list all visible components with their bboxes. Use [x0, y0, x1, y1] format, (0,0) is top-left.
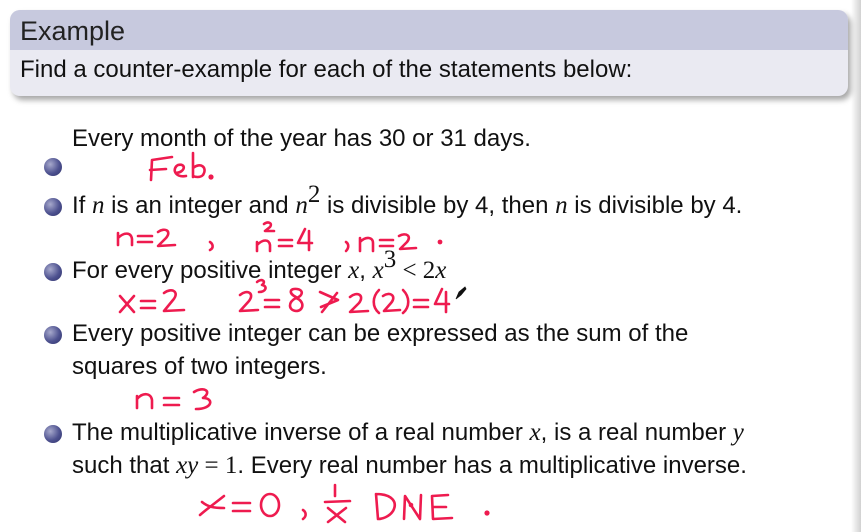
statement-5-part: , is a real number — [540, 419, 733, 446]
statement-4-line-2: squares of two integers. — [72, 353, 327, 380]
math-var-x: x — [372, 257, 384, 284]
statement-3-part: , — [359, 257, 373, 284]
annotation-x-equals-0 — [200, 485, 490, 522]
math-exponent: 2 — [307, 181, 321, 208]
math-var-n: n — [92, 192, 105, 219]
statement-3-part: For every positive integer — [72, 257, 349, 284]
statement-2-part: is an integer and — [104, 192, 296, 219]
statement-5-part: such that — [72, 452, 177, 479]
statement-4-line-1: Every positive integer can be expressed as the sum of the — [72, 320, 689, 347]
math-var-x: x — [348, 257, 360, 284]
pen-cursor-icon — [455, 286, 467, 300]
math-var-n: n — [555, 192, 568, 219]
statement-1-text: Every month of the year has 30 or 31 days. — [72, 125, 531, 152]
annotation-feb — [150, 153, 214, 180]
math-var-x: x — [435, 257, 447, 284]
annotation-x-equals-2 — [120, 280, 449, 313]
statement-2-part: is divisible by 4, then — [320, 192, 556, 219]
annotation-n-equals-2 — [118, 223, 442, 251]
example-prompt: Find a counter-example for each of the statements below: — [20, 56, 633, 83]
math-equation: = 1 — [198, 452, 238, 479]
example-title: Example — [10, 10, 848, 50]
math-var-y: y — [732, 419, 744, 446]
statement-2-part: If — [72, 192, 93, 219]
math-relation: < 2 — [396, 257, 436, 284]
statement-5-part: The multiplicative inverse of a real number — [72, 419, 530, 446]
annotation-n-equals-3 — [137, 389, 210, 409]
math-var-xy: xy — [176, 452, 199, 479]
math-exponent: 3 — [383, 246, 397, 273]
statement-5-part: . Every real number has a multiplicative inverse. — [237, 452, 747, 479]
math-var-x: x — [529, 419, 541, 446]
math-var-n: n — [295, 192, 308, 219]
statement-2-part: is divisible by 4. — [567, 192, 743, 219]
